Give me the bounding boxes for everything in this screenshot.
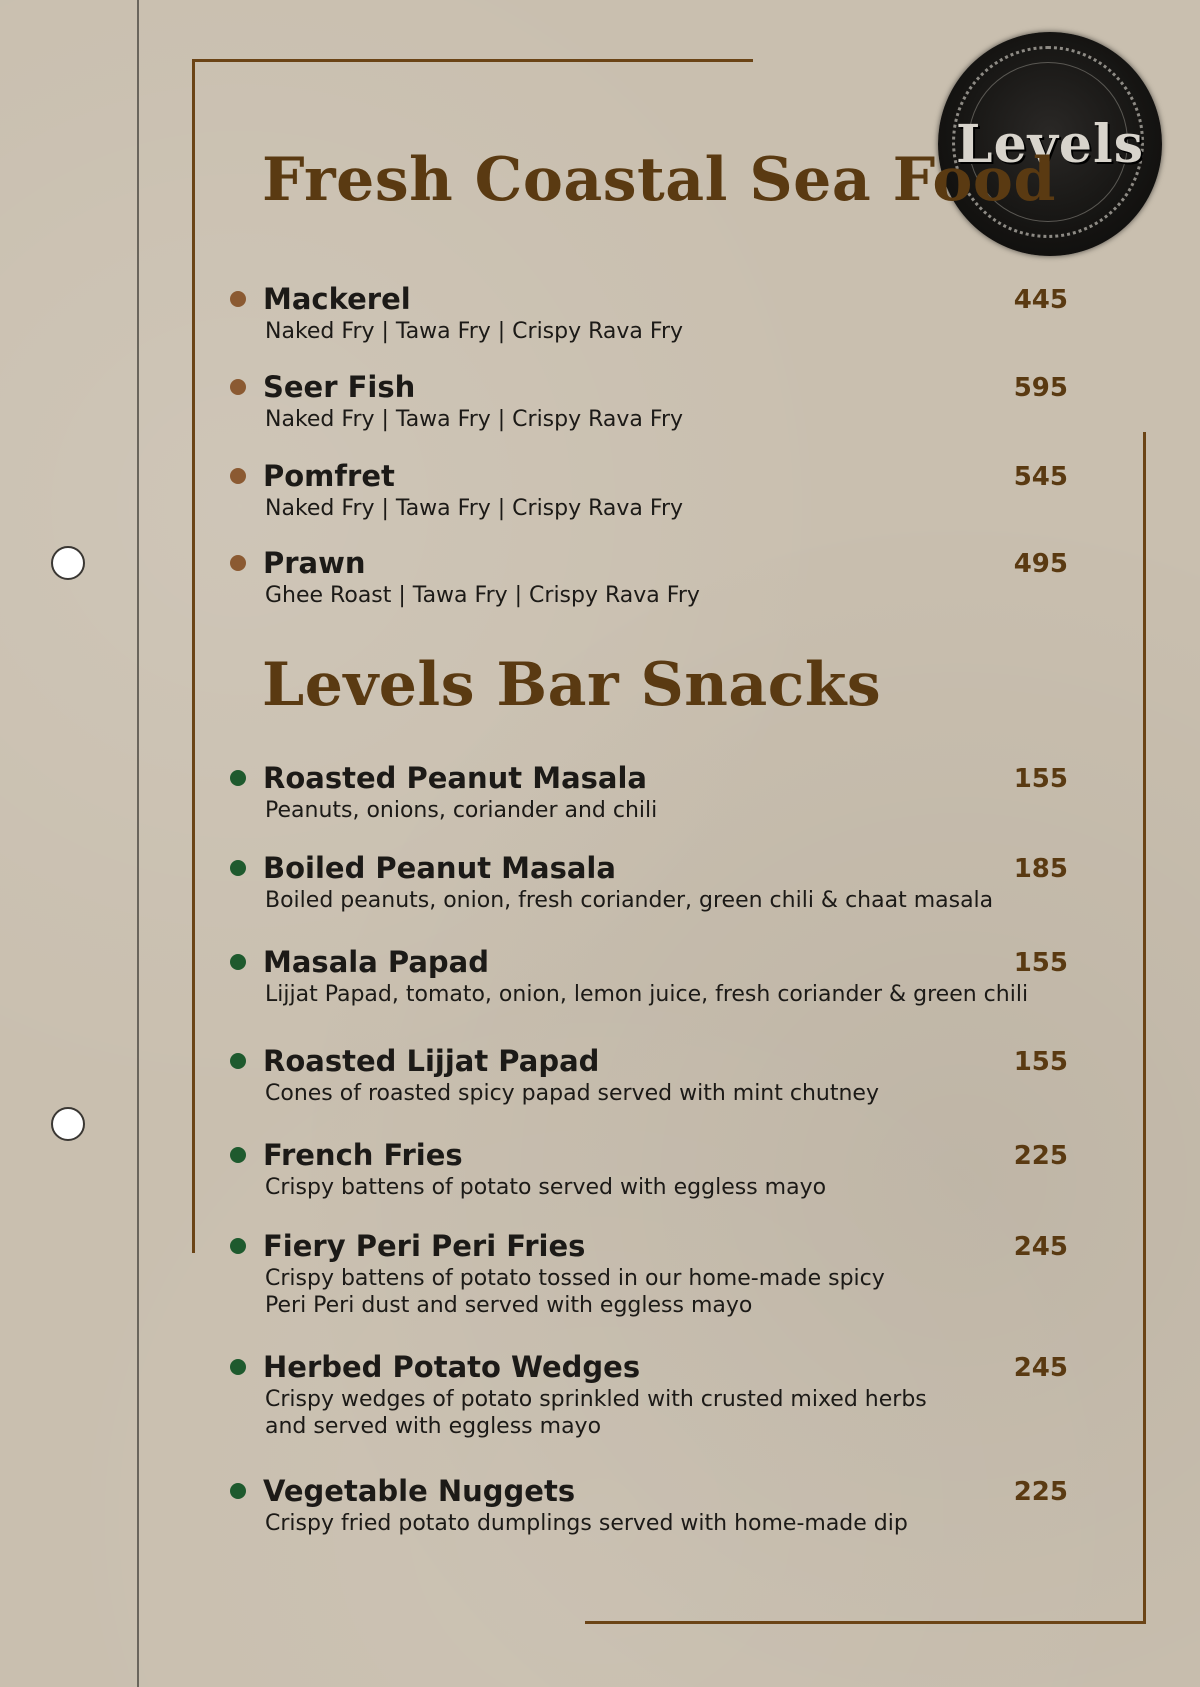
bullet-icon <box>230 860 246 876</box>
item-description: Naked Fry | Tawa Fry | Crispy Rava Fry <box>265 319 684 344</box>
item-price: 225 <box>1013 1141 1068 1171</box>
item-description: Boiled peanuts, onion, fresh coriander, green chili & chaat masala <box>265 888 994 913</box>
item-name: Pomfret <box>263 459 395 493</box>
frame-left-line <box>192 59 195 1253</box>
item-description-line-1: Crispy battens of potato tossed in our home-made spicy <box>265 1266 885 1291</box>
item-price: 595 <box>1013 373 1068 403</box>
item-name: Roasted Peanut Masala <box>263 761 647 795</box>
item-description-line-1: Crispy wedges of potato sprinkled with crusted mixed herbs <box>265 1387 927 1412</box>
bullet-icon <box>230 770 246 786</box>
item-description: Lijjat Papad, tomato, onion, lemon juice, fresh coriander & green chili <box>265 982 1029 1007</box>
item-description: Naked Fry | Tawa Fry | Crispy Rava Fry <box>265 496 684 521</box>
item-description: Peanuts, onions, coriander and chili <box>265 798 658 823</box>
item-price: 495 <box>1013 549 1068 579</box>
levels-logo <box>938 32 1162 256</box>
item-price: 245 <box>1013 1353 1068 1383</box>
item-price: 155 <box>1013 764 1068 794</box>
item-name: Vegetable Nuggets <box>263 1474 576 1508</box>
item-description: Ghee Roast | Tawa Fry | Crispy Rava Fry <box>265 583 700 608</box>
item-price: 155 <box>1013 1047 1068 1077</box>
frame-top-line <box>192 59 753 62</box>
binder-spine-line <box>137 0 139 1687</box>
bullet-icon <box>230 291 246 307</box>
item-name: Masala Papad <box>263 945 489 979</box>
bullet-icon <box>230 555 246 571</box>
bullet-icon <box>230 1147 246 1163</box>
bullet-icon <box>230 1483 246 1499</box>
item-description: Crispy fried potato dumplings served with home-made dip <box>265 1511 908 1536</box>
frame-right-line <box>1143 432 1146 1624</box>
section-title-bar-snacks: Levels Bar Snacks <box>262 650 882 720</box>
bullet-icon <box>230 1238 246 1254</box>
logo-text: Levels <box>956 113 1144 175</box>
item-price: 545 <box>1013 462 1068 492</box>
item-description: Cones of roasted spicy papad served with mint chutney <box>265 1081 879 1106</box>
item-name: Herbed Potato Wedges <box>263 1350 641 1384</box>
bullet-icon <box>230 954 246 970</box>
item-price: 155 <box>1013 948 1068 978</box>
item-price: 445 <box>1013 285 1068 315</box>
item-description: Crispy battens of potato served with eggless mayo <box>265 1175 827 1200</box>
item-description: Naked Fry | Tawa Fry | Crispy Rava Fry <box>265 407 684 432</box>
punch-hole-bottom <box>51 1107 85 1141</box>
bullet-icon <box>230 1053 246 1069</box>
bullet-icon <box>230 468 246 484</box>
item-name: French Fries <box>263 1138 463 1172</box>
item-description-line-2: Peri Peri dust and served with eggless mayo <box>265 1293 753 1318</box>
item-name: Prawn <box>263 546 366 580</box>
item-description-line-2: and served with eggless mayo <box>265 1414 602 1439</box>
item-price: 185 <box>1013 854 1068 884</box>
bullet-icon <box>230 1359 246 1375</box>
item-name: Roasted Lijjat Papad <box>263 1044 600 1078</box>
item-name: Boiled Peanut Masala <box>263 851 616 885</box>
item-price: 225 <box>1013 1477 1068 1507</box>
item-name: Fiery Peri Peri Fries <box>263 1229 586 1263</box>
bullet-icon <box>230 379 246 395</box>
item-name: Mackerel <box>263 282 411 316</box>
section-title-seafood: Fresh Coastal Sea Food <box>262 145 1056 215</box>
punch-hole-top <box>51 546 85 580</box>
item-price: 245 <box>1013 1232 1068 1262</box>
frame-bottom-line <box>585 1621 1146 1624</box>
item-name: Seer Fish <box>263 370 416 404</box>
